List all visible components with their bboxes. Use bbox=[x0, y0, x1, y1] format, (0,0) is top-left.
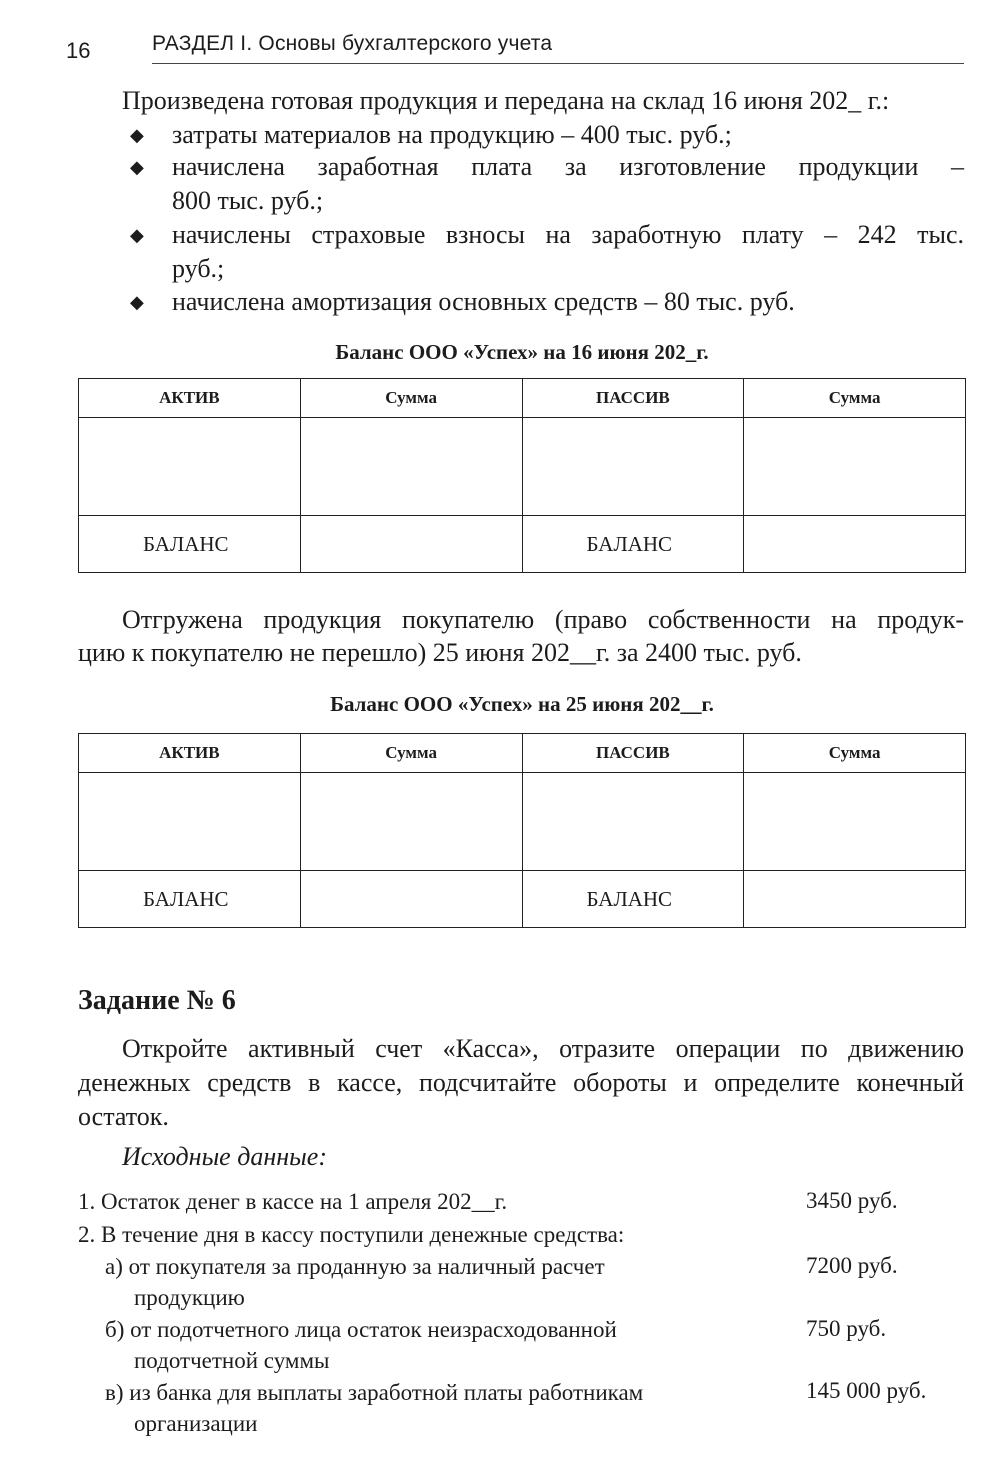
list-item-continued: продукцию bbox=[134, 1285, 245, 1310]
empty-cell bbox=[744, 773, 966, 871]
list-item-continued: организации bbox=[134, 1411, 258, 1436]
running-head: РАЗДЕЛ I. Основы бухгалтерского учета bbox=[152, 32, 553, 55]
empty-cell bbox=[744, 418, 966, 516]
bullet-text-continued: 800 тыс. руб.; bbox=[172, 186, 324, 215]
list-item: в) из банка для выплаты заработной платы работникам bbox=[105, 1380, 644, 1405]
column-header-asset: АКТИВ bbox=[79, 379, 301, 418]
paragraph-line: Отгружена продукция покупателю (право собственности на продук- bbox=[122, 605, 964, 634]
item-amount: 750 руб. bbox=[806, 1316, 887, 1341]
intro-line: Произведена готовая продукция и передана на склад 16 июня 202_ г.: bbox=[122, 86, 890, 115]
bullet-marker: ◆ bbox=[130, 125, 144, 145]
empty-cell bbox=[300, 773, 522, 871]
item-amount: 145 000 руб. bbox=[806, 1378, 927, 1403]
list-item: б) от подотчетного лица остаток неизрасходованной bbox=[105, 1317, 617, 1342]
task-title: Задание № 6 bbox=[78, 985, 236, 1016]
bullet-text-continued: руб.; bbox=[172, 254, 225, 283]
item-amount: 3450 руб. bbox=[806, 1188, 898, 1213]
task-text-line: остаток. bbox=[78, 1102, 169, 1131]
empty-cell bbox=[744, 516, 966, 573]
balance-caption: Баланс ООО «Успех» на 16 июня 202_г. bbox=[335, 340, 709, 364]
column-header-amount: Сумма bbox=[300, 379, 522, 418]
bullet-marker: ◆ bbox=[130, 292, 144, 312]
column-header-liability: ПАССИВ bbox=[522, 734, 744, 773]
source-data-label: Исходные данные: bbox=[122, 1142, 327, 1171]
bullet-text: начислены страховые взносы на заработную плату – 242 тыс. bbox=[172, 220, 964, 249]
empty-cell bbox=[522, 418, 744, 516]
paragraph-line: цию к покупателю не перешло) 25 июня 202__г. за 2400 тыс. руб. bbox=[78, 638, 802, 667]
list-item: 2. В течение дня в кассу поступили денежные средства: bbox=[78, 1222, 625, 1247]
bullet-marker: ◆ bbox=[130, 225, 144, 245]
bullet-text: затраты материалов на продукцию – 400 тыс. руб.; bbox=[172, 120, 732, 149]
balance-total-liability: БАЛАНС bbox=[522, 516, 744, 573]
balance-total-asset: БАЛАНС bbox=[79, 871, 301, 928]
column-header-amount: Сумма bbox=[300, 734, 522, 773]
task-text-line: денежных средств в кассе, подсчитайте обороты и определите конечный bbox=[78, 1068, 964, 1097]
empty-cell bbox=[79, 418, 301, 516]
header-rule bbox=[152, 63, 964, 64]
task-text-line: Откройте активный счет «Касса», отразите операции по движению bbox=[122, 1034, 964, 1063]
bullet-marker: ◆ bbox=[130, 157, 144, 177]
bullet-text: начислена заработная плата за изготовление продукции – bbox=[172, 152, 964, 181]
column-header-liability: ПАССИВ bbox=[522, 379, 744, 418]
page-number: 16 bbox=[66, 38, 91, 63]
balance-table bbox=[78, 733, 966, 928]
balance-caption: Баланс ООО «Успех» на 25 июня 202__г. bbox=[330, 692, 714, 716]
balance-table bbox=[78, 378, 966, 573]
balance-total-asset: БАЛАНС bbox=[79, 516, 301, 573]
empty-cell bbox=[300, 418, 522, 516]
list-item: 1. Остаток денег в кассе на 1 апреля 202__г. bbox=[78, 1189, 508, 1214]
column-header-amount: Сумма bbox=[744, 734, 966, 773]
item-amount: 7200 руб. bbox=[806, 1253, 898, 1278]
bullet-text: начислена амортизация основных средств – 80 тыс. руб. bbox=[172, 287, 795, 316]
empty-cell bbox=[300, 871, 522, 928]
column-header-amount: Сумма bbox=[744, 379, 966, 418]
empty-cell bbox=[522, 773, 744, 871]
list-item: а) от покупателя за проданную за наличный расчет bbox=[105, 1254, 605, 1279]
balance-total-liability: БАЛАНС bbox=[522, 871, 744, 928]
list-item-continued: подотчетной суммы bbox=[134, 1348, 330, 1373]
empty-cell bbox=[79, 773, 301, 871]
empty-cell bbox=[744, 871, 966, 928]
column-header-asset: АКТИВ bbox=[79, 734, 301, 773]
empty-cell bbox=[300, 516, 522, 573]
